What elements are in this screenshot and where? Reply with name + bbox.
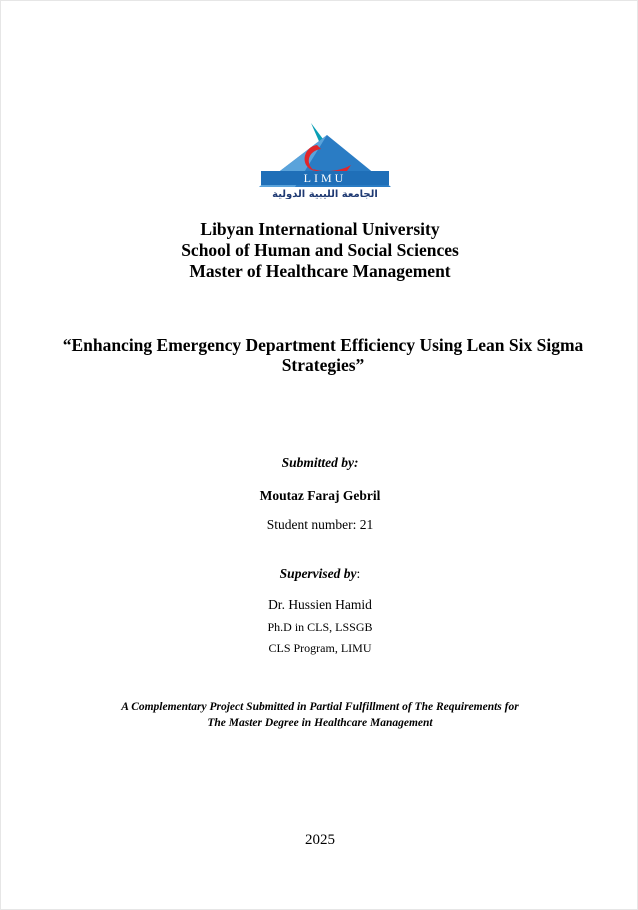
supervisor-name: Dr. Hussien Hamid [268, 597, 372, 612]
fulfillment-note-line-1: A Complementary Project Submitted in Partial Fulfillment of The Requirements for [121, 701, 519, 713]
submitted-by-label: Submitted by: [281, 455, 359, 470]
supervised-by-colon: : [356, 566, 361, 581]
project-title [21, 335, 625, 375]
supervised-by-text: Supervised by [279, 566, 357, 581]
student-number: Student number: 21 [266, 517, 374, 532]
supervisor-degree: Ph.D in CLS, LSSGB [267, 620, 373, 634]
university-name: Libyan International University [200, 219, 440, 239]
project-title-line-2: Strategies” [281, 355, 365, 375]
project-title-line-1: “Enhancing Emergency Department Efficiency Using Lean Six Sigma [62, 335, 584, 355]
supervisor-program: CLS Program, LIMU [268, 641, 372, 655]
logo-name: LIMU [303, 171, 347, 185]
student-name: Moutaz Faraj Gebril [259, 488, 381, 503]
submission-year: 2025 [305, 832, 335, 848]
school-name: School of Human and Social Sciences [181, 240, 459, 260]
limu-logo [255, 121, 393, 199]
fulfillment-note [1, 699, 638, 731]
program-name: Master of Healthcare Management [189, 261, 451, 281]
university-block [1, 219, 638, 282]
logo-arabic-name: الجامعة الليبية الدولية [272, 189, 378, 199]
supervised-by-label [1, 566, 638, 582]
fulfillment-note-line-2: The Master Degree in Healthcare Management [207, 717, 433, 729]
